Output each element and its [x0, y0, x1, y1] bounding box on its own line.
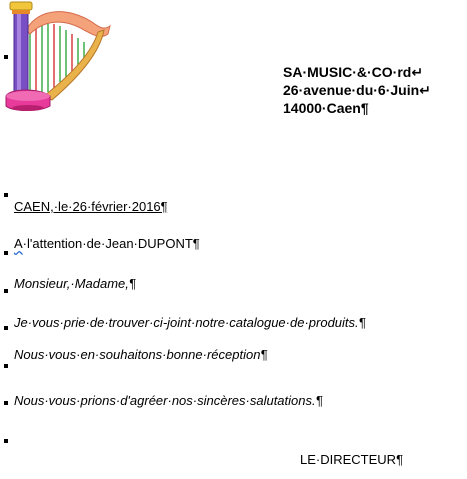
company-city: 14000·Caen¶ — [283, 100, 369, 116]
harp-logo — [0, 0, 125, 118]
harp-icon — [0, 0, 125, 118]
signature: LE·DIRECTEUR¶ — [300, 452, 404, 467]
attention-text: ·l'attention·de·Jean·DUPONT¶ — [22, 236, 200, 251]
body-paragraph-1: Je·vous·prie·de·trouver·ci-joint·notre·catalogue·de·produits.¶ — [14, 315, 366, 330]
attention-line — [14, 236, 200, 251]
paragraph-marker — [4, 401, 8, 405]
spellcheck-word: A — [14, 236, 23, 251]
company-address — [283, 63, 431, 117]
company-name: SA·MUSIC·&·CO·rd↵ — [283, 64, 424, 80]
paragraph-marker — [4, 439, 8, 443]
closing-formula: Nous·vous·prions·d'agréer·nos·sincères·salutations.¶ — [14, 393, 323, 408]
company-street: 26·avenue·du·6·Juin↵ — [283, 82, 431, 98]
place-date: CAEN,·le·26·février·2016¶ — [14, 199, 168, 214]
paragraph-marker — [4, 326, 8, 330]
paragraph-marker — [4, 364, 8, 368]
paragraph-marker — [4, 55, 8, 59]
salutation: Monsieur,·Madame,¶ — [14, 276, 136, 291]
paragraph-marker — [4, 193, 8, 197]
paragraph-marker — [4, 289, 8, 293]
body-paragraph-2: Nous·vous·en·souhaitons·bonne·réception¶ — [14, 347, 268, 362]
paragraph-marker — [4, 251, 8, 255]
